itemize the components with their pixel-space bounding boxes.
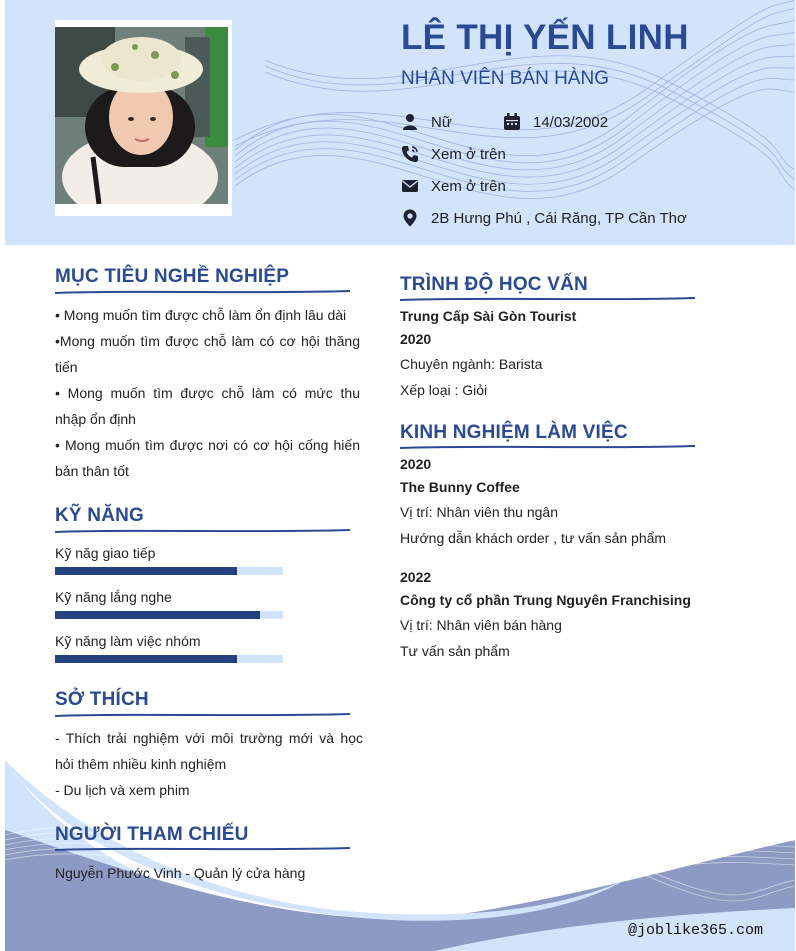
objective-item: • Mong muốn tìm được chỗ làm ổn định lâu dài	[55, 307, 347, 323]
envelope-icon	[401, 177, 419, 195]
job-position: Vị trí: Nhân viên thu ngân	[400, 504, 558, 520]
skill-label: Kỹ năng lắng nghe	[55, 589, 172, 605]
reference-text: Nguyễn Phước Vinh - Quản lý cửa hàng	[55, 865, 306, 881]
skills-title: KỸ NĂNG	[55, 505, 145, 526]
skill-bar-track	[55, 567, 283, 575]
skill-label: Kỹ năng làm việc nhóm	[55, 633, 201, 649]
watermark-text: @joblike365.com	[628, 922, 764, 939]
profile-photo-frame	[55, 20, 232, 216]
education-underline	[400, 296, 695, 302]
phone-row	[401, 145, 506, 163]
birthdate-row	[503, 113, 608, 131]
education-title: TRÌNH ĐỘ HỌC VẤN	[400, 274, 588, 295]
objective-item: •Mong muốn tìm được chỗ làm có cơ hội thăng tiến	[55, 333, 360, 375]
job-year: 2020	[400, 456, 432, 472]
job-description: Hướng dẫn khách order , tư vấn sản phẩm	[400, 530, 667, 546]
skill-label: Kỹ năg giao tiếp	[55, 545, 156, 561]
calendar-icon	[503, 113, 521, 131]
job-company: The Bunny Coffee	[400, 479, 520, 495]
job-company: Công ty cổ phần Trung Nguyên Franchising	[400, 592, 691, 608]
email-value: Xem ở trên	[431, 177, 506, 195]
objective-item: • Mong muốn tìm được chỗ làm có mức thu nhập ổn định	[55, 385, 360, 427]
header-panel	[5, 0, 795, 245]
references-title: NGƯỜI THAM CHIẾU	[55, 824, 249, 845]
experience-title: KINH NGHIỆM LÀM VIỆC	[400, 422, 628, 443]
education-year: 2020	[400, 331, 432, 347]
skill-bar-track	[55, 655, 283, 663]
phone-value: Xem ở trên	[431, 145, 506, 163]
address-value: 2B Hưng Phú , Cái Răng, TP Cần Thơ	[431, 209, 687, 227]
job-position: Vị trí: Nhân viên bán hàng	[400, 617, 562, 633]
hobby-item: - Du lịch và xem phim	[55, 782, 190, 798]
address-row	[401, 209, 687, 227]
skill-bar-track	[55, 611, 283, 619]
phone-icon	[401, 145, 419, 163]
objective-item: • Mong muốn tìm được nơi có cơ hội cống hiến bản thân tốt	[55, 437, 360, 479]
skill-bar-fill	[55, 567, 237, 575]
gender-row	[401, 113, 452, 131]
gender-value: Nữ	[431, 113, 452, 131]
birthdate-value: 14/03/2002	[533, 113, 609, 131]
objective-underline	[55, 289, 350, 295]
hobbies-underline	[55, 712, 350, 718]
skills-underline	[55, 528, 350, 534]
skill-bar-fill	[55, 655, 237, 663]
hobbies-title: SỞ THÍCH	[55, 689, 149, 710]
job-description: Tư vấn sản phẩm	[400, 643, 510, 659]
education-school: Trung Cấp Sài Gòn Tourist	[400, 308, 577, 324]
objective-title: MỤC TIÊU NGHỀ NGHIỆP	[55, 266, 290, 287]
map-pin-icon	[401, 209, 419, 227]
candidate-job-title: NHÂN VIÊN BÁN HÀNG	[401, 68, 609, 89]
hobby-item: - Thích trải nghiệm với môi trường mới và học hỏi thêm nhiều kinh nghiệm	[55, 730, 363, 772]
email-row	[401, 177, 506, 195]
candidate-name: LÊ THỊ YẾN LINH	[401, 18, 689, 57]
references-underline	[55, 846, 350, 852]
profile-photo	[55, 27, 228, 204]
job-year: 2022	[400, 569, 432, 585]
cv-page	[5, 0, 795, 951]
education-major: Chuyên ngành: Barista	[400, 356, 543, 372]
experience-underline	[400, 444, 695, 450]
education-grade: Xếp loại : Giỏi	[400, 382, 488, 398]
skill-bar-fill	[55, 611, 260, 619]
user-icon	[401, 113, 419, 131]
